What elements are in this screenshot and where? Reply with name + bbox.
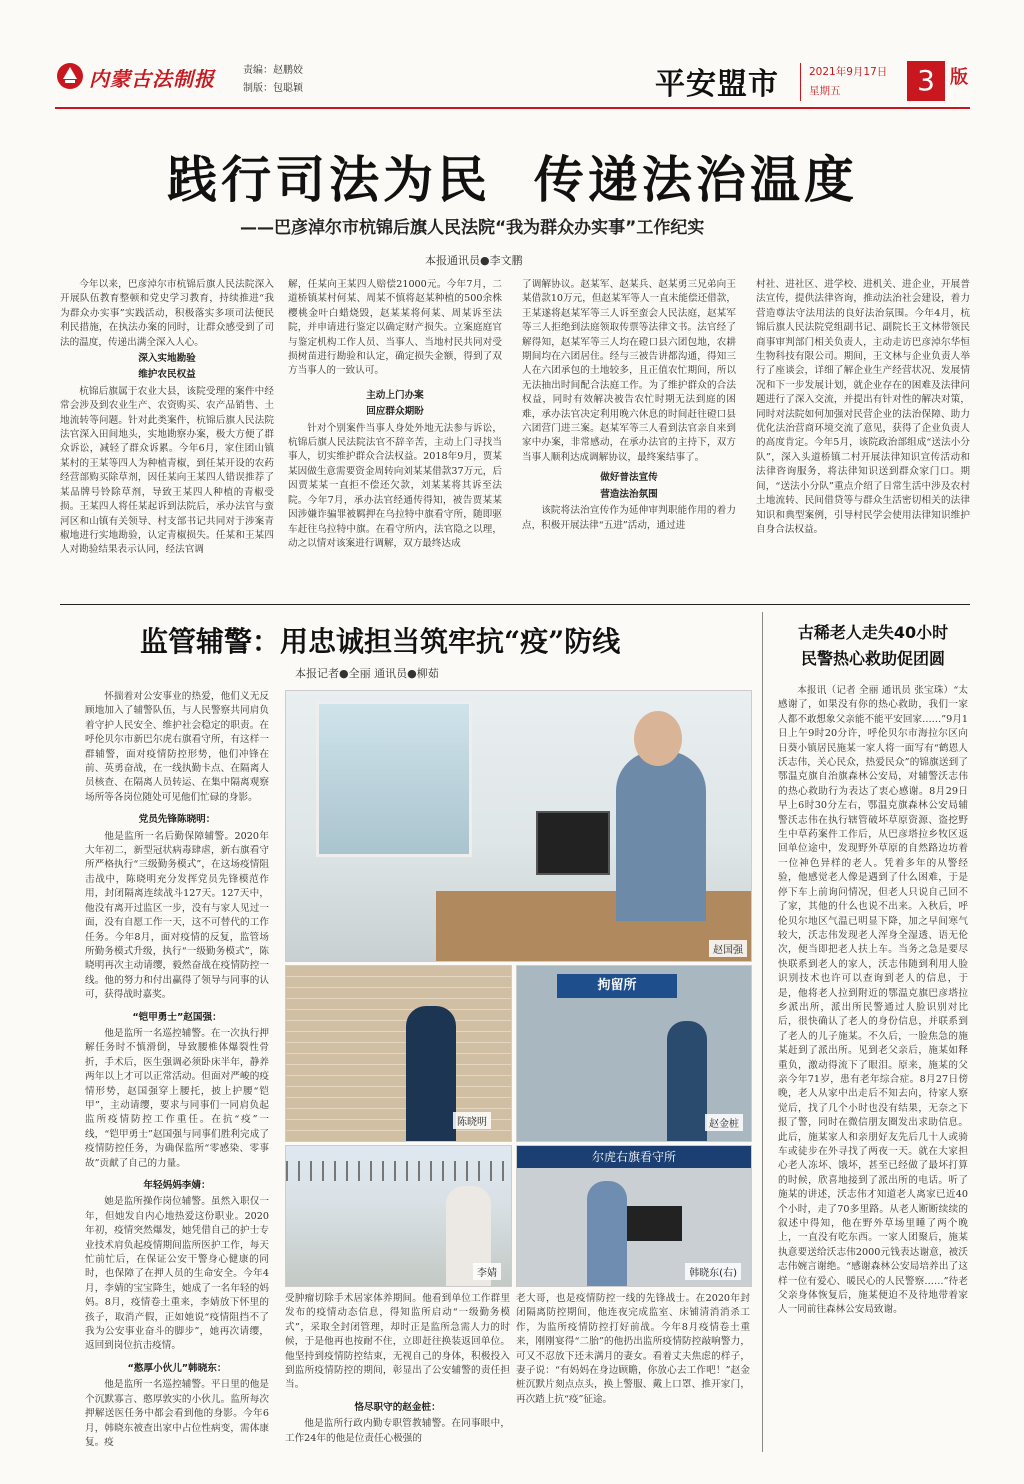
profile-text-1: 他是监所一名后勤保障辅警。2020年大年初二，新型冠状病毒肆虐，新右旗看守所严格执行“三级勤务模式”，在这场疫情阻击战中，陈晓明充分发挥党员先锋模范作用，封闭隔离连续战斗127天。127天中，他没有离开过监区一步，没有与家人见过一面，没有自愿工作一天，这不可替代的工作任务。今年8月，面对疫情的反复，监管场所勤务模式升级，执行“一级勤务模式”，陈晓明再次主动请缨，毅然奋战在疫情防控一线。他的努力和付出赢得了领导与同事的认可，获得战时嘉奖。	[85, 830, 269, 1001]
profile-text-2: 他是监所一名巡控辅警。在一次执行押解任务时不慎滑倒，导致腰椎体爆裂性骨折，手术后，医生强调必须卧床半年，静养两年以上才可以正常活动。但面对严峻的疫情形势，赵国强穿上腰托，披上护腰“铠甲”，主动请缨，要求与同事们一同肩负起监所疫情防控工作重任。在抗“疫”一线，“铠甲勇士”赵国强与同事们胜利完成了疫情防控任务，为确保监所“零感染、零事故”贡献了自己的力量。	[85, 1027, 269, 1169]
lead-intro: 今年以来，巴彦淖尔市杭锦后旗人民法院深入开展队伍教育整顿和党史学习教育，持续推进“我为群众办实事”实践活动，积极落实多项司法便民利民措施，在执法办案的同时，让群众感受到了司法的温度，传递出满全深入人心。	[60, 279, 274, 348]
profile-text-5: 他是监所行政内勤专职管教辅警。在同事眼中，工作24年的他是位责任心极强的	[285, 1418, 510, 1444]
producer-line: 制版：包聪颖	[243, 83, 303, 94]
lead-col-3	[522, 278, 736, 598]
subhead-2a: 主动上门办案	[366, 389, 424, 401]
photo-han-xiaodong	[516, 1145, 752, 1287]
photo-caption-4: 李婧	[473, 1263, 501, 1280]
profile-text-4: 他是监所一名巡控辅警。平日里的他是个沉默寡言、憨厚敦实的小伙儿。监所每次押解送医任务中都会看到他的身影。今年6月，韩晓东被查出家中占位性病变，需体康复。疫	[85, 1379, 269, 1448]
section-divider	[60, 604, 970, 605]
lead-col3-a: 了调解协议。赵某军、赵某兵、赵某勇三兄弟向王某借款10万元，但赵某军等人一直未能偿还借款，王某遂将赵某军等三人诉至蛮会人民法庭，赵某军等三人拒绝到法庭领取传票等法律文书。法官经了解得知，赵某军等三人均在磴口县六团包地，农耕期间均在六团居住。经与三被告讲都沟通，得知三人在六团承包的土地较多，且正值农忙期间，所以无法抽出时间配合法庭工作。为了维护群众的合法权益，同时有效解决被告农忙时期无法到庭的困难，承办法官决定利用晚六休息的时间赶往磴口县六团营门进三案。赵某军等三人看到法官亲自来到家中办案，非常感动，在承办法官的主持下，双方当事人顺利达成调解协议，最终案结事了。	[522, 279, 736, 463]
page-unit: 版	[950, 67, 968, 88]
photo-caption-5: 韩晓东(右)	[685, 1263, 741, 1280]
logo-text: 内蒙古法制报	[89, 67, 215, 91]
newspaper-logo	[55, 61, 225, 93]
feature-col-3	[516, 1292, 750, 1452]
date-box	[800, 63, 901, 101]
monitor	[627, 1206, 682, 1241]
subhead-3b: 营造法治氛围	[600, 488, 658, 500]
window	[316, 701, 472, 857]
feature-col-1	[85, 690, 269, 1452]
officer-figure	[667, 1021, 707, 1141]
feature-col-2	[285, 1292, 510, 1452]
lead-col3-b: 该院将法治宣传作为延伸审判职能作用的着力点，积极开展法律“五进”活动，通过进	[522, 505, 736, 531]
feature-intro: 怀揣着对公安事业的热爱，他们义无反顾地加入了辅警队伍，与人民警察共同肩负着守护人民安全、维护社会稳定的职责。在呼伦贝尔市新巴尔虎右旗看守所，有这样一群辅警，面对疫情防控形势，他们冲锋在前、英勇奋战，在一线执勤卡点、在隔离人员核查、在隔离人员转运、在集中隔离观察场所等各岗位随处可见他们忙碌的身影。	[85, 691, 269, 803]
lead-byline: 本报通讯员●李文鹏	[425, 254, 523, 267]
side-title-2: 民警热心救助促团圆	[800, 649, 945, 668]
photo-chen-xiaoming	[285, 965, 512, 1142]
lead-col-2	[288, 278, 502, 598]
profile-heading-3: 年轻妈妈李婧：	[143, 1180, 211, 1191]
lead-col-1	[60, 278, 274, 598]
side-title-1: 古稀老人走失40小时	[797, 623, 949, 642]
issue-weekday: 星期五	[809, 85, 841, 97]
side-body: 本报讯（记者 全丽 通讯员 张宝珠）“太感谢了，如果没有你的热心救助，我们一家人都不敢想象父亲能不能平安回家……”9月1日上午9时20分许，呼伦贝尔市海拉尔区向日葵小镇居民施某一家人将一面写有“鹤恩人沃志伟，关心民众，热爱民众”的锦旗送到了鄂温克旗自治旗森林公安局，对辅警沃志伟的热心救助行为表达了衷心感谢。8月29日早上6时30分左右，鄂温克旗森林公安局辅警沃志伟在执行辖管破坏草原资源、盗挖野生中草药案件工作后，从巴彦塔拉乡牧区返回单位途中，发现野外草原的自然路边坊着一位神色异样的老人。凭着多年的从警经验，他感觉老人像是遇到了什么困难，于是停下车上前询问情况，但老人只说自己回不了家，其他的什么也说不出来。入秋后，呼伦贝尔地区气温已明显下降，加之早间寒气较大，沃志伟发现老人浑身全湿透、语无伦次，便当即把老人扶上车。当务之急是要尽快联系到老人的家人，沃志伟随到利用人脸识别技术也许可以查询到老人的信息，于是，他将老人拉到附近的鄂温克旗巴彦塔拉乡派出所，派出所民警通过人脸识别对比后，很快确认了老人的身份信息，并联系到了老人的儿子施某。不久后，一脸焦急的施某赶到了派出所。见到老父亲后，施某如释重负，激动得流下了眼泪。原来，施某的父亲今年71岁，患有老年综合症。8月27日傍晚，老人从家中出走后不知去向，待家人察觉后，找了几个小时也没有结果，无奈之下报了警，同时在微信朋友圈发出求助信息。此后，施某家人和亲朋好友先后几十人或骑车或徒步在外寻找了两夜一天。就在大家担心老人冻坏、饿坏，甚至已经做了最坏打算的时候，欣喜地接到了派出所的电话。听了施某的讲述，沃志伟才知道老人离家已近40个小时，走了70多里路。从老人断断续续的叙述中得知，他在野外草场里睡了两个晚上，一直没有吃东西。一家人团聚后，施某执意要送给沃志伟2000元钱表达谢意，被沃志伟婉言谢绝。“感谢森林公安局培养出了这样一位有爱心、暖民心的人民警察……”待老父亲身体恢复后，施某便迫不及待地带着家人一同前往森林公安局致谢。	[778, 685, 968, 1316]
lead-col2-b: 针对个别案件当事人身处外地无法参与诉讼，杭锦后旗人民法院法官不辞辛苦，主动上门寻找当事人，切实维护群众合法权益。2018年9月，贾某某因做生意需要资金周转向刘某某借款37万元，后因贾某某一直拒不偿还欠款，刘某某将其诉至法院。今年7月，承办法官经通传得知，被告贾某某因涉嫌诈骗罪被羁押在乌拉特中旗看守所，随即驱车赶往乌拉特中旗。在看守所内，法官隐之以理，动之以情对该案进行调解，双方最终达成	[288, 422, 502, 549]
subhead-2b: 回应群众期盼	[366, 406, 424, 418]
officer-figure	[587, 1181, 627, 1286]
feature-title: 监管辅警：用忠诚担当筑牢抗“疫”防线	[140, 625, 621, 658]
profile-heading-1: 党员先锋陈晓明：	[138, 814, 216, 826]
lead-col2-a: 解，任某向王某四人赔偿21000元。今年7月，二道桥镇某村何某、周某不慎将赵某种植的500余株樱桃金叶白蜡烧毁，赵某某将何某、周某诉至法院，并申请进行鉴定以确定财产损失。立案庭庭官与鉴定机构工作人员、当事人、当地村民共同对受损树苗进行勘验和认定，确定损失金额，得到了双方当事人的一致认可。	[288, 279, 502, 377]
issue-date: 2021年9月17日	[809, 66, 888, 78]
detention-sign: 拘留所	[557, 974, 677, 998]
photo-li-jing	[285, 1145, 512, 1287]
editor-line: 责编：赵鹏姣	[243, 65, 303, 76]
lead-col1-body: 杭锦后旗属于农业大县，该院受理的案件中经常会涉及到农业生产、农资购买、农产品销售、土地流转等问题。针对此类案件，杭锦后旗人民法院法官深入田间地头，实地勘察办案，极大方便了群众诉讼，减轻了群众诉累。今年6月，家住团山镇某村的王某等四人为种植青椒，到任某开设的农药经营部购买除草剂，因任某向王某四人错误推荐了某品牌号铃除草剂，导致王某四人种植的青椒受损。王某四人将任某起诉到法院后，承办法官与蛮河区和山镇有关领导、村支部书记共同对于涉案青椒地进行实地勘验，认定青椒损失。任某和王某四人对勘验结果表示认同，经法官调	[60, 385, 274, 556]
lead-col-4	[756, 278, 970, 598]
profile-heading-4: “憨厚小伙儿”韩晓东：	[127, 1362, 227, 1374]
logo-emblem-icon	[55, 61, 85, 91]
officer-head	[634, 711, 682, 766]
feature-byline: 本报记者●全丽 通讯员●柳茹	[295, 667, 439, 680]
subhead-3a: 做好普法宣传	[600, 472, 658, 484]
lead-title: 践行司法为民 传递法治温度	[167, 150, 858, 209]
masthead	[55, 55, 970, 107]
monitor	[536, 811, 610, 875]
subhead-1b: 维护农民权益	[138, 369, 196, 381]
officer-figure	[406, 1006, 456, 1141]
photo-caption-1: 赵国强	[709, 940, 747, 957]
photo-zhao-jinzhuang	[516, 965, 752, 1142]
lead-subtitle: ——巴彦淖尔市杭锦后旗人民法院“我为群众办实事”工作纪实	[240, 218, 705, 238]
detention-center-sign: 尔虎右旗看守所	[517, 1146, 751, 1168]
page-number-box	[907, 61, 945, 101]
profile-heading-2: “铠甲勇士”赵国强：	[132, 1011, 222, 1023]
officer-figure	[616, 751, 706, 921]
photo-caption-3: 赵金桩	[705, 1114, 743, 1131]
profile-text-5-cont: 老大哥，也是疫情防控一线的先锋战士。在2020年封闭隔离防控期间，他连夜完成监室、床铺清消消杀工作，为监所疫情防控打好前战。今年8月疫情卷土重来，刚刚宴得“二胎”的他扔出监所疫情防控敲响警力，可又不忍放下还未满月的妻女。看着丈夫焦虑的样子，妻子说：“有妈妈在身边顾瞻，你放心去工作吧！”赵金桩沉默片刻点点头，换上警服、戴上口罩、推开家门，再次踏上抗“疫”征途。	[516, 1293, 750, 1405]
page-number: 3	[917, 64, 935, 97]
fence	[286, 1161, 511, 1181]
column-divider	[762, 612, 763, 1452]
profile-heading-5: 恪尽职守的赵金桩：	[354, 1401, 441, 1413]
lead-col4: 村社、进社区、进学校、进机关、进企业，开展普法宣传，提供法律咨询，推动法治社会建设，着力营造尊法守法用法的良好法治氛围。今年4月，杭锦后旗人民法院党组副书记、副院长王文林带领民商事审判部门相关负责人，主动走访巴彦淖尔华恒生物科技有限公司。期间，王文林与企业负责人举行了座谈会，详细了解企业生产经营状况、发展情况和下一步发展计划，就企业存在的困难及法律问题进行了深入交流，并提出有针对性的解决对策，同时对法院如何加强对民营企业的法治保障、助力优化法治营商环境交流了意见，获得了企业负责人的高度肯定。今年5月，该院政治部组成“送法小分队”，深入头道桥镇二村开展法律知识宣传活动和法律咨询服务，将法律知识送到群众家门口。期间，“送法小分队”重点介绍了日常生活中涉及农村土地流转、民间借贷等与群众生活密切相关的法律知识和典型案例，引导村民学会使用法律知识维护自身合法权益。	[756, 279, 970, 535]
side-article-body	[778, 684, 968, 1452]
photo-zhao-guoqiang	[285, 690, 752, 962]
section-title: 平安盟市	[655, 67, 779, 102]
photo-caption-2: 陈晓明	[453, 1112, 491, 1129]
subhead-1a: 深入实地勘验	[138, 353, 196, 365]
profile-text-3: 她是监所操作岗位辅警。虽然入职仅一年，但她发自内心地热爱这份职业。2020年初，疫情突然爆发，她凭借自己的护士专业技术肩负起疫情期间监所医护工作，每天忙前忙后，在保证公安干警身心健康的同时，也保障了在押人员的生命安全。今年4月，李婧的宝宝降生，她成了一名年轻的妈妈。8月，疫情卷土重来，李婧放下怀里的孩子，取消产假，正如她说“疫情阻挡不了我为公安事业奋斗的脚步”，她再次请缨，返回到岗位抗击疫情。	[85, 1196, 269, 1352]
profile-text-4-cont: 受肿瘤切除手术居家体养期间。他看到单位工作群里发布的疫情动态信息，得知监所启动“一级勤务模式”，采取全封闭管理，却时正是监所急需人力的时候，于是他再也按耐不住，立即赶往换装返回单位。他坚持到疫情防控结束，无视自己的身体，积极投入到监所疫情防控的期间，彰显出了公安辅警的责任担当。	[285, 1293, 510, 1391]
masthead-divider	[55, 107, 970, 109]
